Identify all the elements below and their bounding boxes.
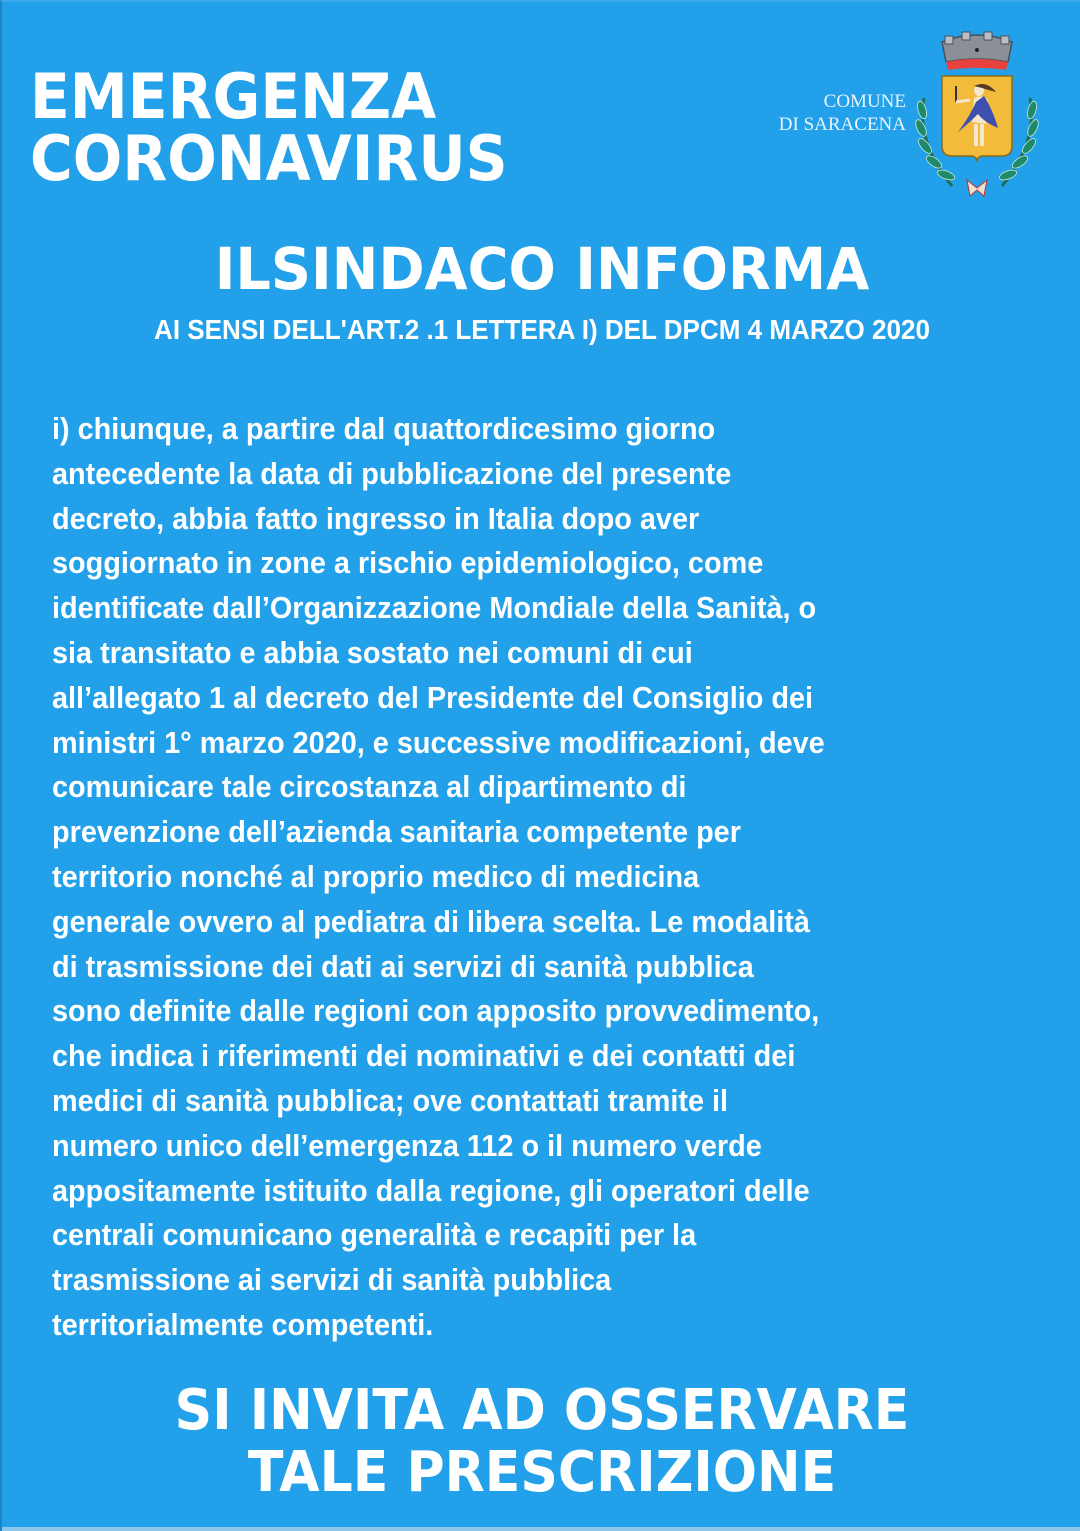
body-line: centrali comunicano generalità e recapiti per la <box>52 1217 697 1253</box>
body-line: comunicare tale circostanza al dipartimento di <box>52 769 687 805</box>
body-line: soggiornato in zone a rischio epidemiologico, come <box>52 545 764 581</box>
header-title-line-1: EMERGENZA <box>30 60 437 133</box>
body-line: che indica i riferimenti dei nominativi e dei contatti dei <box>52 1038 796 1074</box>
body-line: territorialmente competenti. <box>52 1306 434 1342</box>
footer-line-2: TALE PRESCRIZIONE <box>247 1440 837 1505</box>
body-line: all’allegato 1 al decreto del Presidente del Consiglio dei <box>52 679 814 715</box>
shield-icon <box>942 76 1012 162</box>
body-line: i) chiunque, a partire dal quattordicesimo giorno <box>52 411 716 446</box>
coat-of-arms-icon <box>912 28 1042 200</box>
body-line: di trasmissione dei dati ai servizi di sanità pubblica <box>52 948 754 984</box>
body-line: sono definite dalle regioni con apposito provvedimento, <box>52 993 820 1029</box>
body-line: medici di sanità pubblica; ove contattati tramite il <box>52 1082 729 1118</box>
header-title-line-2: CORONAVIRUS <box>30 122 508 195</box>
municipality-line-1: COMUNE <box>823 91 906 112</box>
municipality-line-2: DI SARACENA <box>778 114 906 135</box>
body-line: antecedente la data di pubblicazione del presente <box>52 455 732 491</box>
body-line: sia transitato e abbia sostato nei comuni di cui <box>52 634 693 670</box>
footer-line-1: SI INVITA AD OSSERVARE <box>174 1378 910 1443</box>
crown-icon <box>942 32 1012 70</box>
page-title: ILSINDACO INFORMA <box>214 235 870 303</box>
body-line: appositamente istituito dalla regione, gli operatori delle <box>52 1172 810 1208</box>
header-title <box>30 60 508 195</box>
body-line: generale ovvero al pediatra di libera scelta. Le modalità <box>52 903 810 939</box>
call-to-action <box>2 1380 1080 1504</box>
ribbon-icon <box>967 180 987 196</box>
municipality-name <box>754 90 906 136</box>
body-line: ministri 1° marzo 2020, e successive modificazioni, deve <box>52 724 825 760</box>
body-line: identificate dall’Organizzazione Mondiale della Sanità, o <box>52 590 817 626</box>
bottom-border <box>2 1527 1080 1531</box>
announcement-body <box>52 407 1052 1348</box>
body-line: prevenzione dell’azienda sanitaria competente per <box>52 814 741 850</box>
body-line: territorio nonché al proprio medico di medicina <box>52 858 700 894</box>
legal-reference: AI SENSI DELL'ART.2 .1 LETTERA I) DEL DPCM 4 MARZO 2020 <box>154 314 930 345</box>
body-line: decreto, abbia fatto ingresso in Italia dopo aver <box>52 500 700 536</box>
body-line: trasmissione ai servizi di sanità pubblica <box>52 1262 612 1298</box>
body-line: numero unico dell’emergenza 112 o il numero verde <box>52 1127 762 1163</box>
